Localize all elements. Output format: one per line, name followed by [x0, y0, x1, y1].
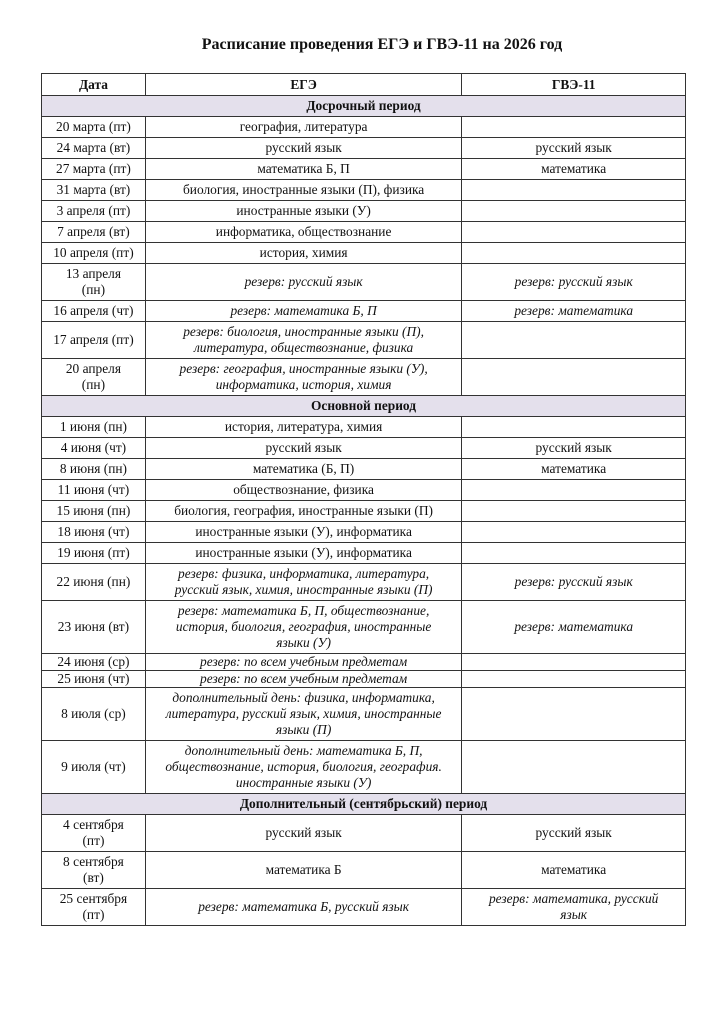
table-row [42, 243, 686, 264]
cell-ege: обществознание, физика [145, 480, 461, 501]
cell-ege: иностранные языки (У), информатика [145, 543, 461, 564]
table-row [42, 889, 686, 926]
cell-ege: математика Б, П [145, 159, 461, 180]
cell-date: 18 июня (чт) [42, 522, 146, 543]
table-row [42, 359, 686, 396]
table-row [42, 741, 686, 794]
cell-gve [462, 359, 686, 396]
period-title: Основной период [42, 396, 686, 417]
cell-gve [462, 417, 686, 438]
cell-ege: резерв: русский язык [145, 264, 461, 301]
cell-ege: резерв: биология, иностранные языки (П), литература, обществознание, физика [145, 322, 461, 359]
table-row [42, 543, 686, 564]
cell-ege: информатика, обществознание [145, 222, 461, 243]
cell-ege: резерв: по всем учебным предметам [145, 654, 461, 671]
table-row [42, 264, 686, 301]
cell-gve [462, 654, 686, 671]
cell-ege: иностранные языки (У), информатика [145, 522, 461, 543]
cell-date: 13 апреля (пн) [42, 264, 146, 301]
cell-ege: математика Б [145, 852, 461, 889]
cell-gve [462, 180, 686, 201]
table-row [42, 601, 686, 654]
cell-ege: резерв: математика Б, русский язык [145, 889, 461, 926]
table-row [42, 459, 686, 480]
cell-ege: иностранные языки (У) [145, 201, 461, 222]
cell-date: 23 июня (вт) [42, 601, 146, 654]
cell-ege: русский язык [145, 438, 461, 459]
table-row [42, 522, 686, 543]
cell-date: 16 апреля (чт) [42, 301, 146, 322]
cell-gve [462, 201, 686, 222]
header-row [42, 74, 686, 96]
cell-gve: русский язык [462, 138, 686, 159]
cell-date: 4 сентября (пт) [42, 815, 146, 852]
cell-ege: история, химия [145, 243, 461, 264]
cell-date: 24 июня (ср) [42, 654, 146, 671]
cell-ege: дополнительный день: математика Б, П, обществознание, история, биология, география. иностранные языки (У) [145, 741, 461, 794]
cell-gve [462, 522, 686, 543]
cell-date: 3 апреля (пт) [42, 201, 146, 222]
cell-ege: резерв: физика, информатика, литература, русский язык, химия, иностранные языки (П) [145, 564, 461, 601]
cell-date: 25 июня (чт) [42, 671, 146, 688]
cell-ege: биология, география, иностранные языки (П) [145, 501, 461, 522]
cell-gve: математика [462, 459, 686, 480]
cell-gve [462, 741, 686, 794]
cell-date: 8 июня (пн) [42, 459, 146, 480]
table-row [42, 417, 686, 438]
cell-date: 17 апреля (пт) [42, 322, 146, 359]
cell-gve [462, 480, 686, 501]
table-row [42, 322, 686, 359]
cell-date: 25 сентября (пт) [42, 889, 146, 926]
cell-date: 10 апреля (пт) [42, 243, 146, 264]
period-title: Дополнительный (сентябрьский) период [42, 794, 686, 815]
period-section-row [42, 794, 686, 815]
cell-gve: русский язык [462, 815, 686, 852]
table-row [42, 201, 686, 222]
cell-date: 31 марта (вт) [42, 180, 146, 201]
cell-gve [462, 222, 686, 243]
cell-date: 22 июня (пн) [42, 564, 146, 601]
cell-ege: русский язык [145, 815, 461, 852]
cell-gve: резерв: русский язык [462, 564, 686, 601]
cell-date: 20 апреля (пн) [42, 359, 146, 396]
cell-date: 9 июля (чт) [42, 741, 146, 794]
cell-gve: русский язык [462, 438, 686, 459]
cell-gve [462, 117, 686, 138]
period-title: Досрочный период [42, 96, 686, 117]
period-section-row [42, 96, 686, 117]
cell-date: 27 марта (пт) [42, 159, 146, 180]
header-date: Дата [42, 74, 146, 96]
cell-ege: математика (Б, П) [145, 459, 461, 480]
cell-gve: резерв: математика, русский язык [462, 889, 686, 926]
cell-date: 11 июня (чт) [42, 480, 146, 501]
cell-ege: дополнительный день: физика, информатика, литература, русский язык, химия, иностранные языки (П) [145, 688, 461, 741]
table-row [42, 852, 686, 889]
header-ege: ЕГЭ [145, 74, 461, 96]
cell-ege: география, литература [145, 117, 461, 138]
cell-date: 4 июня (чт) [42, 438, 146, 459]
table-row [42, 480, 686, 501]
cell-gve: резерв: математика [462, 601, 686, 654]
cell-gve [462, 322, 686, 359]
table-row [42, 301, 686, 322]
table-row [42, 671, 686, 688]
cell-gve [462, 543, 686, 564]
cell-date: 7 апреля (вт) [42, 222, 146, 243]
cell-gve: математика [462, 852, 686, 889]
cell-date: 24 марта (вт) [42, 138, 146, 159]
table-row [42, 438, 686, 459]
table-row [42, 222, 686, 243]
cell-date: 1 июня (пн) [42, 417, 146, 438]
cell-ege: резерв: география, иностранные языки (У), информатика, история, химия [145, 359, 461, 396]
cell-gve [462, 243, 686, 264]
cell-ege: резерв: математика Б, П, обществознание, история, биология, география, иностранные языки (У) [145, 601, 461, 654]
table-row [42, 117, 686, 138]
page-title: Расписание проведения ЕГЭ и ГВЭ-11 на 2026 год [201, 36, 563, 53]
cell-ege: биология, иностранные языки (П), физика [145, 180, 461, 201]
cell-date: 20 марта (пт) [42, 117, 146, 138]
cell-date: 8 июля (ср) [42, 688, 146, 741]
table-row [42, 688, 686, 741]
table-row [42, 180, 686, 201]
table-row [42, 815, 686, 852]
cell-date: 15 июня (пн) [42, 501, 146, 522]
table-row [42, 159, 686, 180]
cell-gve [462, 688, 686, 741]
schedule-table [41, 73, 686, 926]
cell-gve [462, 671, 686, 688]
cell-ege: резерв: по всем учебным предметам [145, 671, 461, 688]
header-gve: ГВЭ-11 [462, 74, 686, 96]
table-row [42, 654, 686, 671]
cell-date: 8 сентября (вт) [42, 852, 146, 889]
cell-ege: резерв: математика Б, П [145, 301, 461, 322]
cell-gve: резерв: математика [462, 301, 686, 322]
cell-gve: резерв: русский язык [462, 264, 686, 301]
table-row [42, 501, 686, 522]
cell-gve: математика [462, 159, 686, 180]
cell-gve [462, 501, 686, 522]
cell-ege: история, литература, химия [145, 417, 461, 438]
period-section-row [42, 396, 686, 417]
table-row [42, 564, 686, 601]
cell-date: 19 июня (пт) [42, 543, 146, 564]
cell-ege: русский язык [145, 138, 461, 159]
table-row [42, 138, 686, 159]
